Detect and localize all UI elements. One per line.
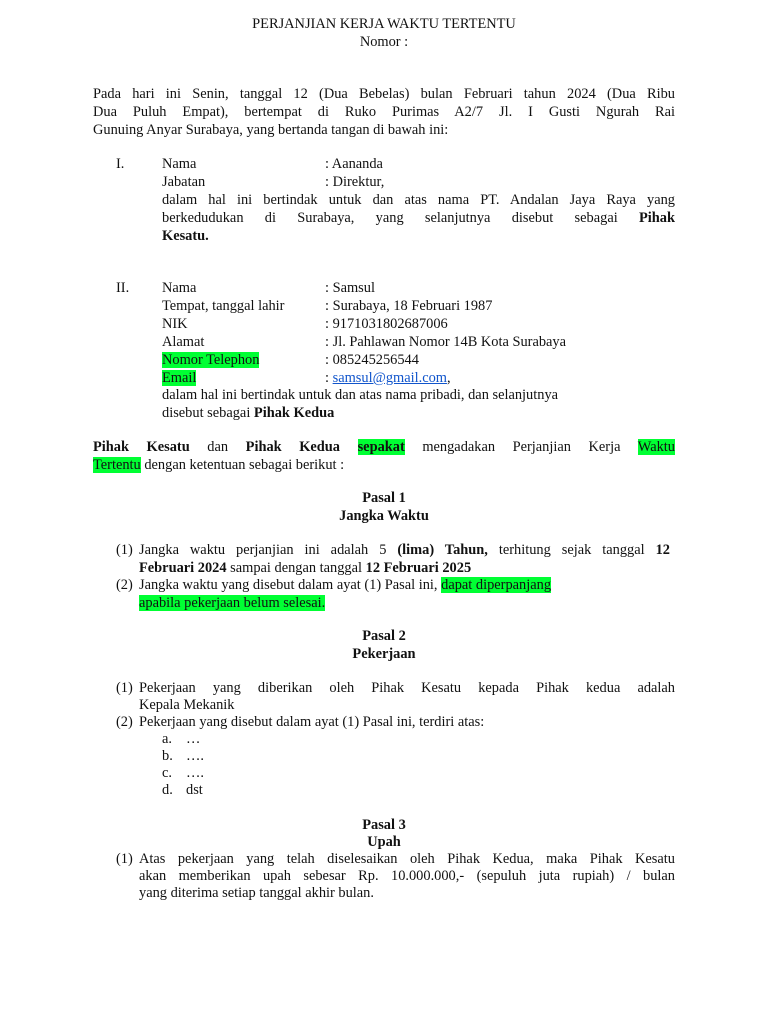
pasal2-item2-number: (2) xyxy=(116,714,133,730)
party2-desc-line-1: dalam hal ini bertindak untuk dan atas nama pribadi, dan selanjutnya xyxy=(162,387,559,403)
pasal3-item1-line-3: yang diterima setiap tanggal akhir bulan. xyxy=(139,885,374,901)
party2-name-label: Nama xyxy=(162,280,197,296)
document-title: PERJANJIAN KERJA WAKTU TERTENTU xyxy=(252,16,516,32)
party2-email-value: : samsul@gmail.com, xyxy=(325,370,451,386)
pasal2-sub-letter: a. xyxy=(162,731,172,747)
party2-phone-value: : 085245256544 xyxy=(325,352,419,368)
pasal1-item2-line-1: Jangka waktu yang disebut dalam ayat (1) Pasal ini, dapat diperpanjang xyxy=(139,577,552,593)
party2-email-label: Email xyxy=(162,370,197,386)
party2-birth-label: Tempat, tanggal lahir xyxy=(162,298,285,314)
pasal2-sub-text: dst xyxy=(186,782,203,798)
party1-position-label: Jabatan xyxy=(162,174,206,190)
party2-name-value: : Samsul xyxy=(325,280,375,296)
pasal3-title: Upah xyxy=(367,834,401,850)
intro-line-3: Gunuing Anyar Surabaya, yang bertanda tangan di bawah ini: xyxy=(93,122,449,138)
pasal2-sub-letter: d. xyxy=(162,782,173,798)
party1-position-value: : Direktur, xyxy=(325,174,385,190)
pasal3-item1-number: (1) xyxy=(116,851,133,867)
pasal3-item1-line-1: Atas pekerjaan yang telah diselesaikan oleh Pihak Kedua, maka Pihak Kesatu xyxy=(139,851,675,867)
party2-address-value: : Jl. Pahlawan Nomor 14B Kota Surabaya xyxy=(325,334,567,350)
pasal3-heading: Pasal 3 xyxy=(362,817,406,833)
pasal1-heading: Pasal 1 xyxy=(362,490,406,506)
party2-phone-label: Nomor Telephon xyxy=(162,352,260,368)
pasal1-item2-number: (2) xyxy=(116,577,133,593)
pasal1-item1-line-1: Jangka waktu perjanjian ini adalah 5 (lima) Tahun, terhitung sejak tanggal 12 xyxy=(139,542,670,558)
pasal2-item2-text: Pekerjaan yang disebut dalam ayat (1) Pasal ini, terdiri atas: xyxy=(139,714,485,730)
pasal1-item1-number: (1) xyxy=(116,542,133,558)
party1-name-value: : Aananda xyxy=(325,156,383,172)
pasal1-title: Jangka Waktu xyxy=(339,508,429,524)
agreement-line-2: Tertentu dengan ketentuan sebagai berikut : xyxy=(93,457,345,473)
party2-number: II. xyxy=(116,280,130,296)
party2-desc-line-2: disebut sebagai Pihak Kedua xyxy=(162,405,335,421)
pasal2-item1-line-1: Pekerjaan yang diberikan oleh Pihak Kesatu kepada Pihak kedua adalah xyxy=(139,680,675,696)
intro-line-1: Pada hari ini Senin, tanggal 12 (Dua Bebelas) bulan Februari tahun 2024 (Dua Ribu xyxy=(93,86,675,102)
party2-nik-value: : 9171031802687006 xyxy=(325,316,448,332)
pasal3-item1-line-2: akan memberikan upah sebesar Rp. 10.000.000,- (sepuluh juta rupiah) / bulan xyxy=(139,868,675,884)
party1-desc-line-3: Kesatu. xyxy=(162,228,209,244)
pasal2-title: Pekerjaan xyxy=(352,646,416,662)
pasal2-sub-letter: b. xyxy=(162,748,173,764)
pasal2-item1-number: (1) xyxy=(116,680,133,696)
intro-line-2: Dua Puluh Empat), bertempat di Ruko Purimas A2/7 Jl. I Gusti Ngurah Rai xyxy=(93,104,675,120)
email-link[interactable]: samsul@gmail.com xyxy=(332,370,447,386)
pasal2-sub-text: … xyxy=(186,731,201,747)
pasal2-sub-text: …. xyxy=(186,748,204,764)
pasal1-item1-line-2: Februari 2024 sampai dengan tanggal 12 Februari 2025 xyxy=(139,560,472,576)
document-number: Nomor : xyxy=(359,34,409,50)
party2-nik-label: NIK xyxy=(162,316,188,332)
agreement-line-1: Pihak Kesatu dan Pihak Kedua sepakat mengadakan Perjanjian Kerja Waktu xyxy=(93,439,676,455)
pasal1-item2-line-2: apabila pekerjaan belum selesai. xyxy=(139,595,326,611)
pasal2-sub-text: …. xyxy=(186,765,204,781)
party2-address-label: Alamat xyxy=(162,334,205,350)
party2-birth-value: : Surabaya, 18 Februari 1987 xyxy=(325,298,493,314)
party1-desc-line-1: dalam hal ini bertindak untuk dan atas nama PT. Andalan Jaya Raya yang xyxy=(162,192,675,208)
party1-name-label: Nama xyxy=(162,156,197,172)
pasal2-sub-letter: c. xyxy=(162,765,172,781)
pasal2-item1-line-2: Kepala Mekanik xyxy=(139,697,235,713)
party1-number: I. xyxy=(116,156,125,172)
party1-desc-line-2: berkedudukan di Surabaya, yang selanjutnya disebut sebagai Pihak xyxy=(162,210,675,226)
pasal2-heading: Pasal 2 xyxy=(362,628,406,644)
